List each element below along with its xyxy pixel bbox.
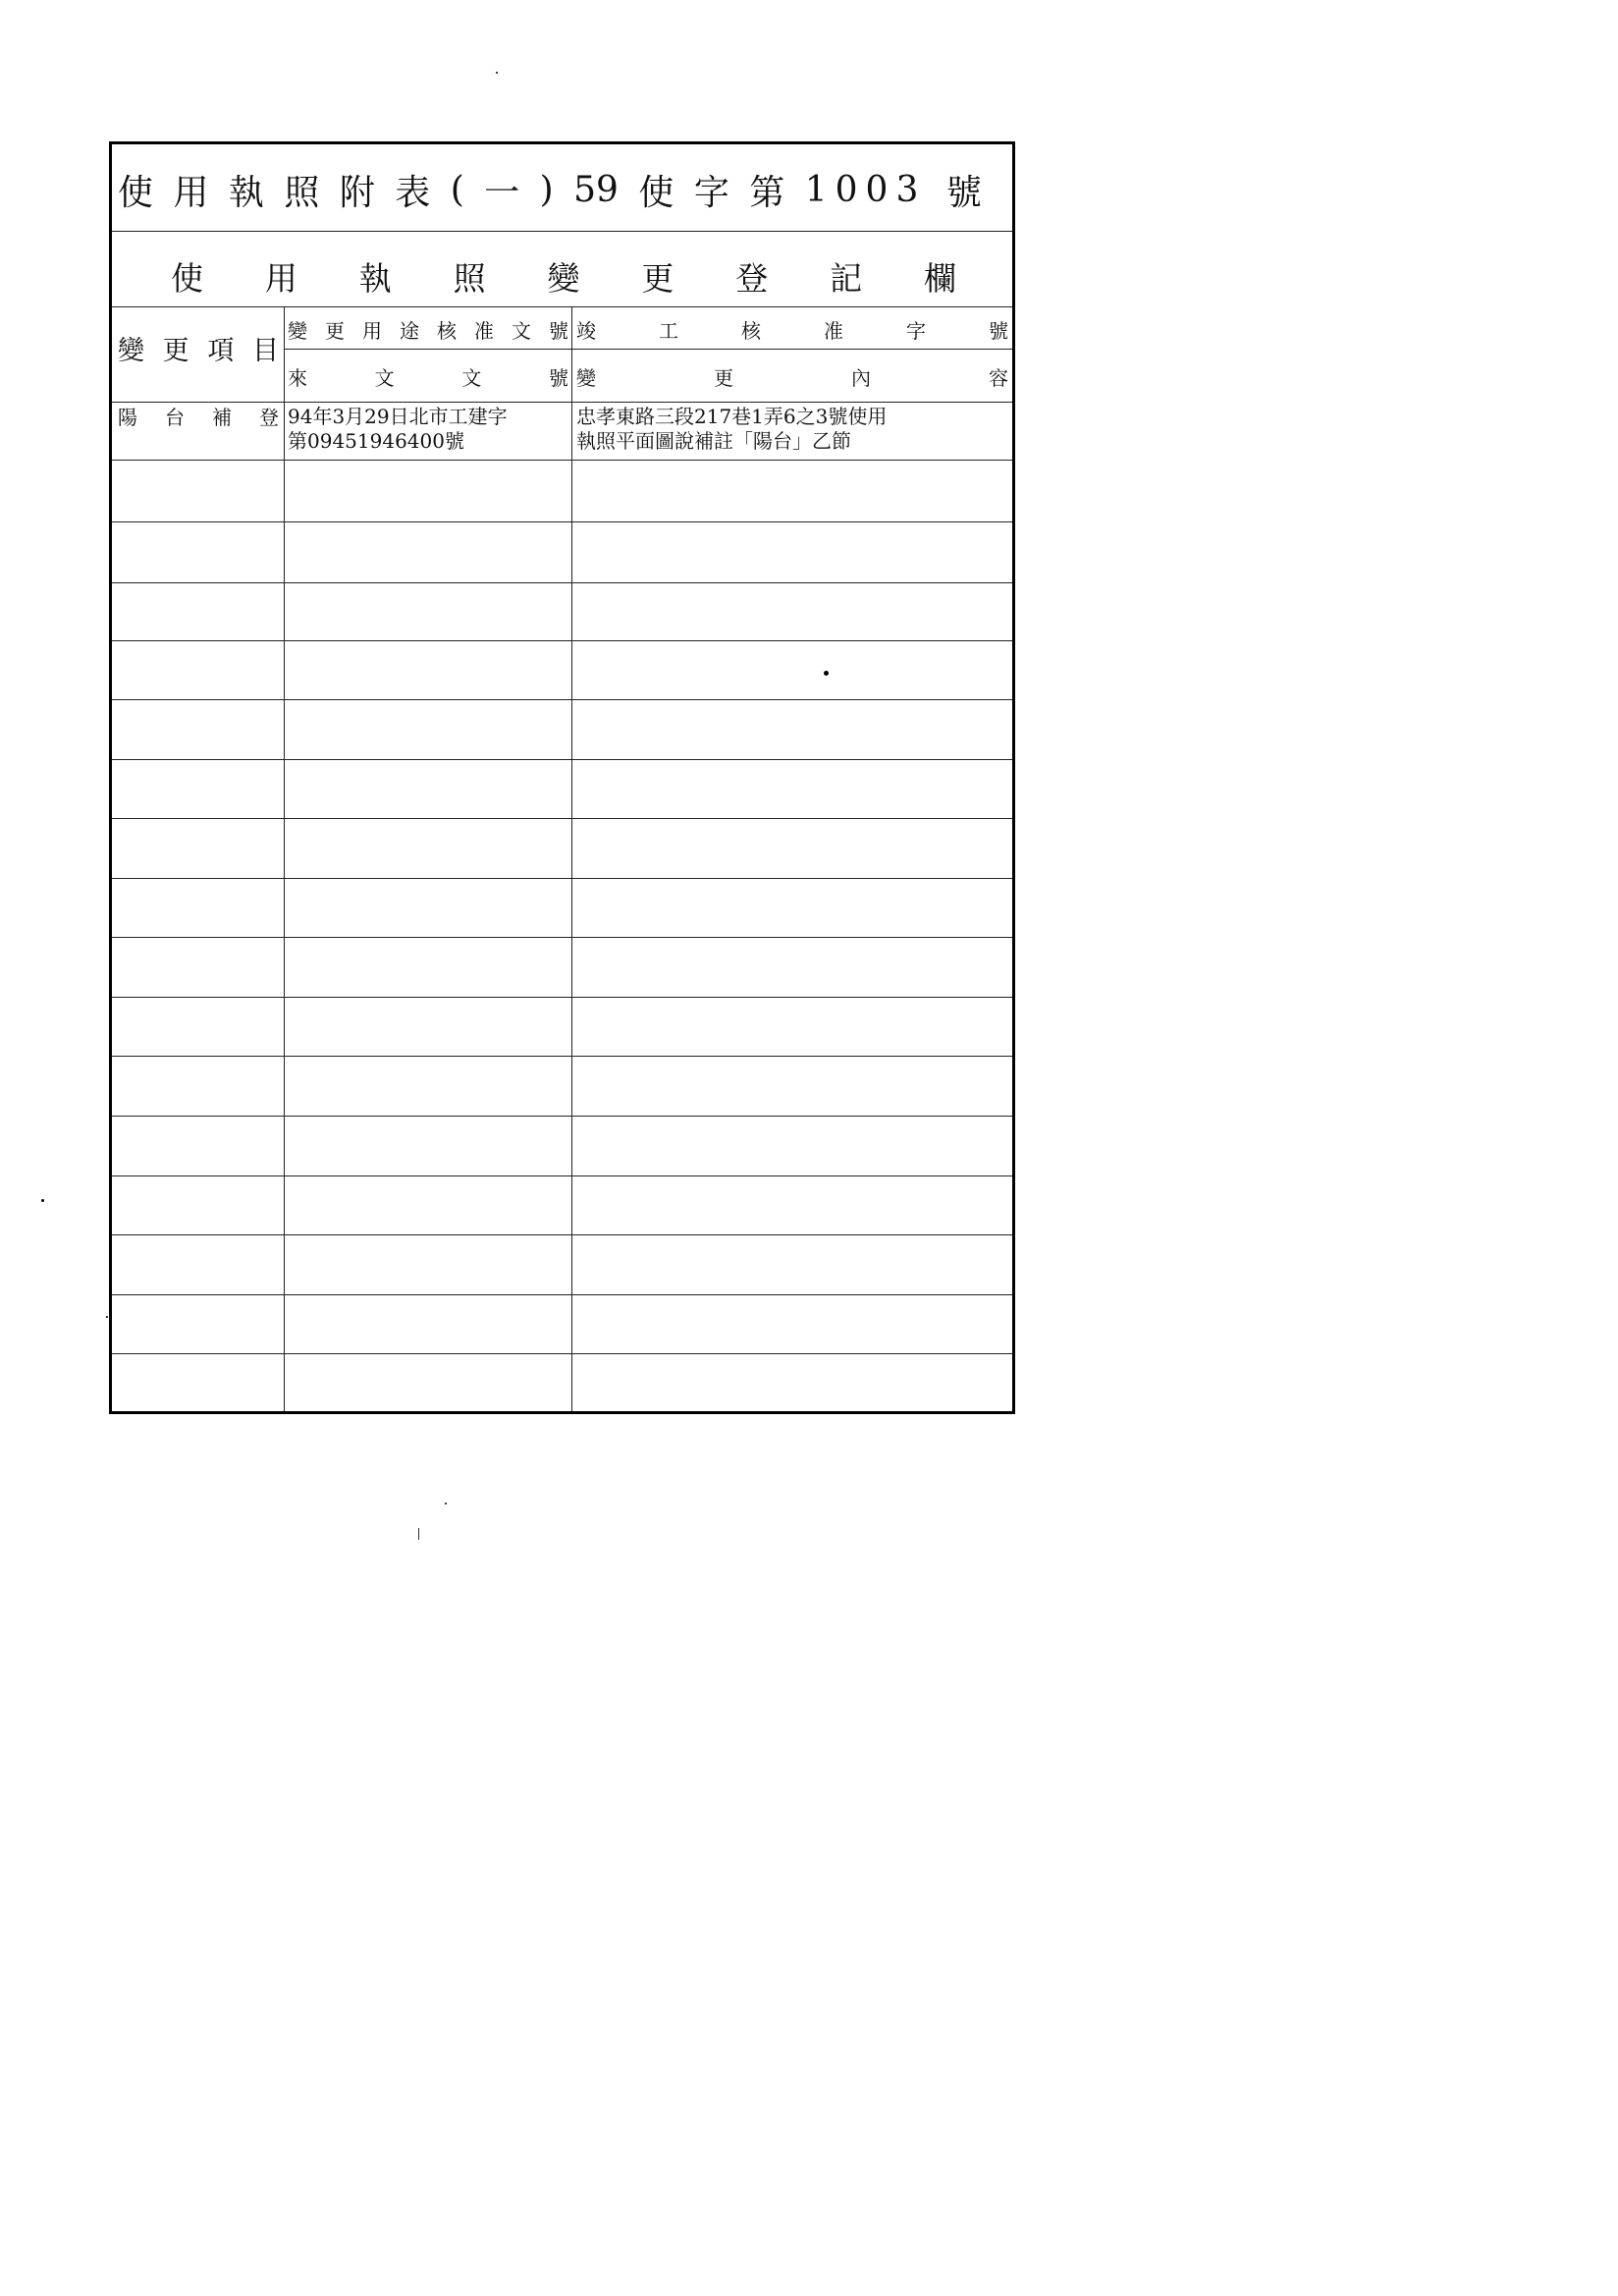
subtitle-char: 執: [358, 258, 392, 298]
header-char: 文: [512, 318, 531, 343]
header-char: 核: [437, 318, 457, 343]
header-incoming-doc-no: [288, 358, 568, 394]
rule-below-title: [112, 231, 1012, 232]
header-char: 准: [474, 318, 494, 343]
record-item-char: 台: [165, 406, 185, 429]
title-char: ): [539, 169, 554, 210]
scan-speck: [445, 1503, 447, 1504]
header-char: 號: [548, 365, 568, 390]
header-char: 更: [714, 365, 733, 390]
header-char: 更: [162, 335, 189, 366]
rule-row-9: [112, 937, 1012, 938]
rule-row-4: [112, 640, 1012, 641]
rule-row-3: [112, 582, 1012, 583]
header-char: 途: [400, 318, 419, 343]
form-title: [118, 158, 982, 221]
subtitle-char: 登: [735, 258, 769, 298]
title-char: (: [450, 169, 464, 210]
header-char: 變: [118, 335, 144, 366]
header-char: 字: [906, 318, 926, 343]
subtitle-char: 記: [830, 258, 863, 298]
header-char: 號: [989, 318, 1008, 343]
license-form: [109, 141, 1015, 1414]
title-license-number: 1003: [804, 169, 927, 210]
rule-row-11: [112, 1056, 1012, 1057]
subtitle-char: 照: [453, 258, 486, 298]
scan-speck: [106, 1316, 108, 1318]
header-change-item: [118, 311, 279, 384]
header-char: 來: [288, 365, 307, 390]
header-char: 更: [325, 318, 345, 343]
record-content-line-1: 忠孝東路三段217巷1弄6之3號使用: [576, 405, 888, 428]
subtitle-char: 用: [264, 258, 297, 298]
record-doc-line-1: 94年3月29日北市工建字: [288, 405, 508, 428]
form-subtitle: [171, 246, 956, 306]
title-char: 照: [284, 172, 320, 213]
rule-row-14: [112, 1234, 1012, 1235]
scan-mark: [418, 1528, 419, 1540]
header-change-content: [576, 358, 1008, 394]
header-char: 內: [851, 365, 871, 390]
title-char: 號: [945, 172, 982, 213]
title-char: 使: [118, 172, 154, 213]
header-approval-doc-no: [288, 311, 568, 347]
record-content-cell: [576, 405, 1010, 454]
rule-row-1: [112, 460, 1012, 461]
rule-row-5: [112, 699, 1012, 700]
header-completion-no: [576, 311, 1008, 347]
rule-below-header: [112, 402, 1012, 403]
record-content-line-2: 執照平面圖說補註「陽台」乙節: [576, 429, 851, 453]
header-char: 變: [288, 318, 307, 343]
record-doc-line-2: 第09451946400號: [288, 429, 464, 453]
subtitle-char: 使: [171, 258, 203, 298]
header-char: 文: [461, 365, 482, 390]
subtitle-char: 變: [547, 258, 580, 298]
record-item-char: 補: [212, 406, 232, 429]
header-char: 號: [549, 318, 568, 343]
record-item-char: 登: [259, 406, 279, 429]
title-char: 用: [173, 172, 209, 213]
rule-row-16: [112, 1353, 1012, 1354]
rule-row-13: [112, 1175, 1012, 1176]
title-char: 執: [228, 172, 264, 213]
record-item-char: 陽: [118, 406, 137, 429]
rule-below-subtitle: [112, 306, 1012, 307]
rule-header-middle: [284, 349, 1012, 350]
header-char: 准: [824, 318, 843, 343]
rule-row-12: [112, 1116, 1012, 1117]
header-char: 目: [251, 335, 279, 366]
header-char: 容: [989, 365, 1008, 390]
header-char: 文: [374, 365, 395, 390]
rule-row-8: [112, 878, 1012, 879]
scan-speck: [496, 72, 498, 74]
column-divider-2: [571, 306, 572, 1411]
title-char: 一: [484, 172, 520, 213]
record-doc-no-cell: [288, 405, 570, 454]
title-char: 附: [339, 172, 375, 213]
header-char: 用: [362, 318, 382, 343]
title-char: 字: [693, 172, 729, 213]
header-char: 工: [659, 318, 678, 343]
subtitle-char: 欄: [924, 258, 956, 298]
header-char: 竣: [576, 318, 596, 343]
header-char: 變: [576, 365, 596, 390]
header-char: 核: [741, 318, 761, 343]
rule-row-2: [112, 521, 1012, 522]
title-char: 使: [638, 172, 674, 213]
subtitle-char: 更: [641, 258, 674, 298]
header-char: 項: [207, 335, 235, 366]
title-char: 表: [395, 172, 431, 213]
column-divider-1: [284, 306, 285, 1411]
title-char: 第: [749, 172, 785, 213]
title-license-year: 59: [573, 169, 619, 210]
scan-speck: [41, 1199, 44, 1202]
record-item-cell: [118, 406, 279, 431]
rule-row-6: [112, 759, 1012, 760]
rule-row-7: [112, 818, 1012, 819]
scan-speck: [824, 671, 829, 676]
rule-row-15: [112, 1294, 1012, 1295]
rule-row-10: [112, 997, 1012, 998]
